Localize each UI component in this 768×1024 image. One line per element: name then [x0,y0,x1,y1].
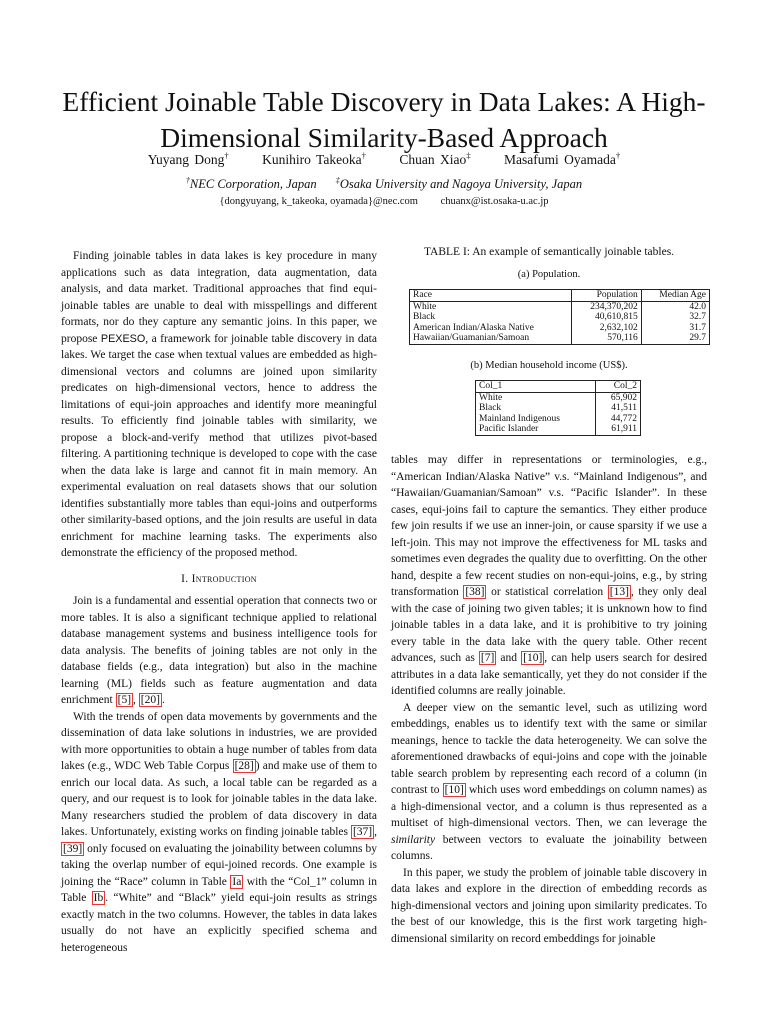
citation-link[interactable]: [5] [117,694,132,706]
citation-link[interactable]: [10] [444,784,464,796]
table-b-caption: (b) Median household income (US$). [470,360,628,371]
body-paragraph: In this paper, we study the problem of joinable table discovery in data lakes and explore in the direction of embedding records as high-dimensional vectors and joining upon similarity predicates. To the best of our knowledge, this is the first work targeting high-dimensional similarity on record embeddings for joinable [391,866,707,945]
citation-link[interactable]: [39] [63,842,83,855]
affiliation: ‡Osaka University and Nagoya University, Japan [335,175,583,191]
section-heading: I. Introduction [181,572,257,585]
table-row: White 234,370,202 42.0 [410,301,710,312]
table-a-caption: (a) Population. [517,269,581,280]
table-row: Pacific Islander 61,911 [476,424,641,435]
population-table [409,289,710,345]
citation-link[interactable]: [38] [465,586,485,598]
citation-link[interactable]: [20] [140,694,160,706]
citation-link[interactable]: [37] [352,826,373,838]
table-ref-link[interactable]: Ia [232,875,242,888]
citation-link[interactable]: [28] [234,760,254,772]
citation-link[interactable]: [10] [523,652,543,664]
table-row: Hawaiian/Guamanian/Samoan 570,116 29.7 [410,333,710,344]
affiliation: †NEC Corporation, Japan [185,175,317,191]
email-nec: {dongyuyang, k_takeoka, oyamada}@nec.com [219,196,418,207]
author: Masafumi Oyamada† [503,150,621,167]
body-paragraph: A deeper view on the semantic level, such as utilizing word embeddings, enables us to identify text with the same or similar meanings, hence to tackle the data heterogeneity. We can solve the aforementioned drawbacks of equi-joins and cope with the joinable table search problem by representing each record of a column (in contrast to [10] which uses word embeddings on column names) as a high-dimensional vector, and a column is thus represented as a multiset of high-dimensional vectors. Then, we can leverage the similarity between vectors to evaluate the joinability between columns. [391,701,707,862]
author-emails [40,195,728,209]
author-list [40,151,728,169]
affiliations [40,176,728,192]
left-column [61,248,377,956]
column-header: Col_1 [476,381,596,393]
abstract: Finding joinable tables in data lakes is key procedure in many applications such as data integration, data augmentation, data analysis, and data market. Traditional approaches that find equi-joinable tables are unable to deal with misspellings and different formats, nor do they capture any semantic joins. In this paper, we propose PEXESO, a framework for joinable table discovery in data lakes. We target the case when textual values are embedded as high-dimensional vectors and columns are joined upon similarity predicates on high-dimensional vectors, hence to address the limitations of equi-join approaches and identify more meaningful results. To efficiently find joinable tables with similarity, we propose a block-and-verify method that utilizes pivot-based filtering. A partitioning technique is developed to cope with the case when the data lake is large and cannot fit in main memory. An experimental evaluation on real datasets shows that our solution identifies substantially more tables than equi-joins and outperforms other similarity-based options, and the join results are useful in data enrichment for machine learning tasks. The experiments also demonstrate the efficiency of the proposed method. [61,250,377,559]
table-row: Black 40,610,815 32.7 [410,312,710,323]
body-paragraph: tables may differ in representations or terminologies, e.g., “American Indian/Alaska Native” v.s. “Mainland Indigenous”, and “Hawaiian/Guamanian/Samoan” v.s. “Pacific Islander”. In these cases, equi-joins fail to capture the semantics. They either produce few join results if we use an inner-join, or cause sparsity if we use a left-join. This may not improve the effectiveness for ML tasks and sometimes even degrades the quality due to overfitting. On the other hand, despite a few recent studies on non-equi-joins, e.g., by string transformation [38] or statistical correlation [13] , they only deal with the case of joining two given tables; it is unknown how to find joinable tables in a data lake, and it is prohibitive to try joining every table in the data lake with the query table. Other recent advances, such as [7] and [10] , can help users search for desired attributes in a data lake semantically, yet they do not consider if the identified columns are really joinable. [391,454,707,697]
system-name: PEXESO [100,332,146,345]
author: Yuyang Dong† [147,150,229,167]
email-osaka: chuanx@ist.osaka-u.ac.jp [440,196,549,207]
column-header: Col_2 [595,381,640,393]
author: Kunihiro Takeoka† [262,150,366,167]
income-table [475,380,641,436]
table-caption: TABLE I: An example of semantically joinable tables. [423,246,675,258]
table-row: American Indian/Alaska Native 2,632,102 31.7 [410,323,710,334]
table-row: White 65,902 [476,392,641,403]
intro-paragraph-2: With the trends of open data movements by governments and the dissemination of data lake solutions in industries, we are provided with more opportunities to obtain a huge number of tables from data lakes (e.g., WDC Web Table Corpus [28] ) and make use of them to enrich our local data. As such, a local table can be regarded as a query, and our request is to look for joinable tables in the data lake. Many researchers studied the problem of data discovery in data lakes. Unfortunately, existing works on finding joinable tables [37] , [39] only focused on evaluating the joinability between columns by taking the overlap number of equi-joined records. One example is joining the “Race” column in Table Ia with the “Col_1” column in Table Ib . “White” and “Black” yield equi-join results as strings exactly match in the two columns. However, the tables in data lakes usually do not have an explicitly specified schema and heterogeneous [61,710,377,954]
table-row: Black 41,511 [476,403,641,414]
table-ref-link[interactable]: Ib [93,892,104,904]
table-header-row [476,381,641,393]
paper-title: Efficient Joinable Table Discovery in Data Lakes: A High-Dimensional Similarity-Based Approach [62,86,706,154]
citation-link[interactable]: [13] [609,586,629,598]
table-row: Mainland Indigenous 44,772 [476,414,641,425]
right-column [391,452,707,947]
column-header: Race [410,290,572,302]
citation-link[interactable]: [7] [480,652,495,664]
author: Chuan Xiao‡ [399,150,471,167]
table-header-row [410,290,710,302]
column-header: Median Age [641,290,709,302]
column-header: Population [572,290,641,302]
intro-paragraph-1: Join is a fundamental and essential operation that connects two or more tables. It is also a significant technique applied to relational database management systems and business intelligence tools for data analysis. The benefits of joining tables are not only in the database fields (e.g., data integration) but also in the machine learning (ML) fields such as feature augmentation and data enrichment [5] , [20] . [61,595,377,706]
